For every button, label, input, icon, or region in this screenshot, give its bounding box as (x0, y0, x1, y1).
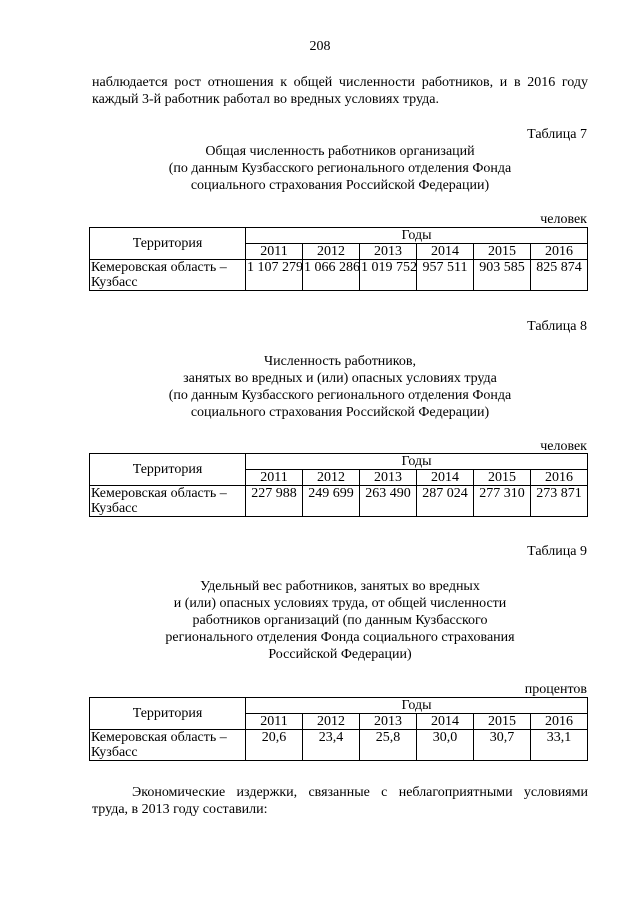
year-cell: 2016 (531, 244, 588, 260)
table-8-title-line: социального страхования Российской Федерации) (190, 405, 490, 420)
year-cell: 2016 (531, 714, 588, 730)
table-row (90, 260, 588, 291)
table-8-label: Таблица 8 (527, 319, 587, 334)
year-cell: 2014 (417, 244, 474, 260)
value-cell: 957 511 (417, 260, 474, 291)
header-territory: Территория (90, 228, 246, 260)
header-territory: Территория (90, 454, 246, 486)
year-cell: 2014 (417, 470, 474, 486)
value-cell: 825 874 (531, 260, 588, 291)
year-cell: 2013 (360, 714, 417, 730)
value-cell: 227 988 (246, 486, 303, 517)
year-cell: 2015 (474, 470, 531, 486)
year-cell: 2015 (474, 714, 531, 730)
territory-cell: Кемеровская область – Кузбасс (90, 730, 246, 761)
page-number: 208 (309, 39, 331, 54)
header-years: Годы (246, 454, 588, 470)
year-cell: 2015 (474, 244, 531, 260)
value-cell: 903 585 (474, 260, 531, 291)
year-cell: 2011 (246, 470, 303, 486)
value-cell: 30,7 (474, 730, 531, 761)
header-years: Годы (246, 698, 588, 714)
value-cell: 23,4 (303, 730, 360, 761)
value-cell: 1 066 286 (303, 260, 360, 291)
table-7-label: Таблица 7 (527, 127, 587, 142)
table-9-title-line: Российской Федерации) (268, 647, 412, 662)
closing-paragraph: Экономические издержки, связанные с неблагоприятными условиями труда, в 2013 году составили: (92, 785, 588, 817)
value-cell: 30,0 (417, 730, 474, 761)
year-cell: 2013 (360, 244, 417, 260)
year-cell: 2012 (303, 470, 360, 486)
table-8-title-line: занятых во вредных и (или) опасных условиях труда (183, 371, 497, 386)
table-7 (89, 227, 588, 291)
table-8 (89, 453, 588, 517)
value-cell: 273 871 (531, 486, 588, 517)
table-8-title-line: (по данным Кузбасского регионального отделения Фонда (168, 388, 512, 403)
header-years: Годы (246, 228, 588, 244)
value-cell: 263 490 (360, 486, 417, 517)
year-cell: 2011 (246, 714, 303, 730)
table-7-title-line: (по данным Кузбасского регионального отделения Фонда (168, 161, 512, 176)
territory-cell: Кемеровская область – Кузбасс (90, 260, 246, 291)
value-cell: 287 024 (417, 486, 474, 517)
year-cell: 2012 (303, 244, 360, 260)
year-cell: 2012 (303, 714, 360, 730)
table-9-title-line: и (или) опасных условиях труда, от общей численности (173, 596, 507, 611)
table-7-unit: человек (540, 212, 587, 227)
table-8-title-line: Численность работников, (263, 354, 416, 369)
table-9-title-line: работников организаций (по данным Кузбасского (192, 613, 488, 628)
table-7-title-line: Общая численность работников организаций (205, 144, 475, 159)
table-9-unit: процентов (524, 682, 587, 697)
intro-paragraph: наблюдается рост отношения к общей численности работников, и в 2016 году каждый 3-й работник работал во вредных условиях труда. (92, 75, 588, 107)
table-9 (89, 697, 588, 761)
table-7-title-line: социального страхования Российской Федерации) (190, 178, 490, 193)
value-cell: 277 310 (474, 486, 531, 517)
table-9-label: Таблица 9 (527, 544, 587, 559)
table-9-title (92, 578, 588, 663)
value-cell: 33,1 (531, 730, 588, 761)
table-9-title-line: Удельный вес работников, занятых во вредных (200, 579, 480, 594)
value-cell: 25,8 (360, 730, 417, 761)
value-cell: 1 019 752 (360, 260, 417, 291)
table-7-title (92, 143, 588, 194)
value-cell: 20,6 (246, 730, 303, 761)
table-row (90, 486, 588, 517)
table-8-unit: человек (540, 439, 587, 454)
table-row (90, 730, 588, 761)
value-cell: 1 107 279 (246, 260, 303, 291)
year-cell: 2014 (417, 714, 474, 730)
table-8-title (92, 353, 588, 421)
year-cell: 2011 (246, 244, 303, 260)
year-cell: 2013 (360, 470, 417, 486)
territory-cell: Кемеровская область – Кузбасс (90, 486, 246, 517)
table-9-title-line: регионального отделения Фонда социального страхования (165, 630, 515, 645)
year-cell: 2016 (531, 470, 588, 486)
header-territory: Территория (90, 698, 246, 730)
value-cell: 249 699 (303, 486, 360, 517)
